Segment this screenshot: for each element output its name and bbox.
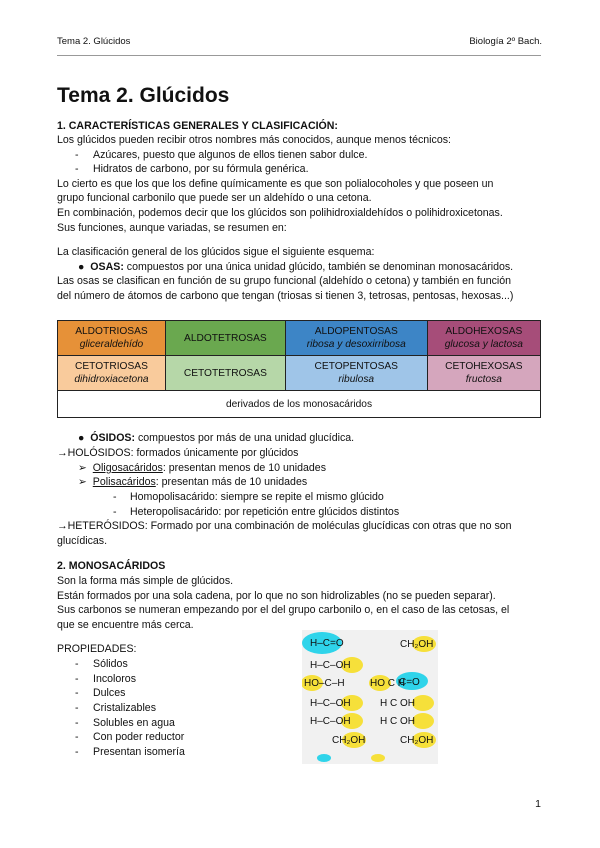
header-left: Tema 2. Glúcidos <box>57 36 131 47</box>
ket-row: H C OH <box>380 698 415 709</box>
dash-item: - Presentan isomería <box>75 746 185 758</box>
paragraph: glucídicas. <box>57 535 108 547</box>
ald-row: HO–C–H <box>304 678 345 689</box>
dash-item: - Dulces <box>75 687 126 699</box>
dash-item: - Azúcares, puesto que algunos de ellos tienen sabor dulce. <box>75 149 368 161</box>
ket-row: C=O <box>399 677 420 688</box>
header-rule <box>57 55 541 56</box>
page-title: Tema 2. Glúcidos <box>57 84 230 107</box>
section1-heading: 1. CARACTERÍSTICAS GENERALES Y CLASIFICACIÓN: <box>57 120 338 132</box>
ket-row: H C OH <box>380 716 415 727</box>
paragraph: Las osas se clasifican en función de su grupo funcional (aldehído o cetona) y también en función <box>57 275 512 287</box>
arrow-item-poli: ➢ Polisacáridos: presentan más de 10 unidades <box>78 476 308 488</box>
table-row <box>58 321 541 356</box>
table-cell-cetotriosas: CETOTRIOSAS dihidroxiacetona <box>58 356 166 391</box>
dash-item: - Hidratos de carbono, por su fórmula genérica. <box>75 163 309 175</box>
paragraph: →HETERÓSIDOS: Formado por una combinación de moléculas glucídicas con otras que no son <box>57 520 512 532</box>
paragraph: que se encuentre más cerca. <box>57 619 194 631</box>
paragraph: →HOLÓSIDOS: formados únicamente por glúcidos <box>57 447 299 459</box>
table-cell-cetohexosas: CETOHEXOSAS fructosa <box>427 356 540 391</box>
table-cell-aldopentosas: ALDOPENTOSAS ribosa y desoxirribosa <box>285 321 427 356</box>
table-row <box>58 391 541 418</box>
paragraph: Lo cierto es que los que los define químicamente es que son polialocoholes y que poseen un <box>57 178 494 190</box>
header-right: Biología 2º Bach. <box>469 36 542 47</box>
paragraph: En combinación, podemos decir que los glúcidos son polihidroxialdehídos o polihidroxicetonas. <box>57 207 503 219</box>
table-cell-cetotetrosas: CETOTETROSAS <box>165 356 285 391</box>
section2-heading: 2. MONOSACÁRIDOS <box>57 560 166 572</box>
ald-row: H–C–OH <box>310 716 351 727</box>
paragraph: Los glúcidos pueden recibir otros nombres más conocidos, aunque menos técnicos: <box>57 134 451 146</box>
table-cell-aldotetrosas: ALDOTETROSAS <box>165 321 285 356</box>
ald-row: CH₂OH <box>332 735 366 746</box>
dash-item: - Solubles en agua <box>75 717 175 729</box>
ald-row: H–C–OH <box>310 660 351 671</box>
table-cell-aldohexosas: ALDOHEXOSAS glucosa y lactosa <box>427 321 540 356</box>
paragraph: Sus funciones, aunque variadas, se resumen en: <box>57 222 287 234</box>
hydroxyl-highlight <box>412 713 434 729</box>
ald-row: H–C=O <box>310 638 344 649</box>
legend-yellow-dot <box>371 754 385 762</box>
ket-row: CH₂OH <box>400 639 434 650</box>
bullet-osas: ● OSAS: compuestos por una única unidad glúcido, también se denominan monosacáridos. <box>78 261 514 273</box>
bullet-osidos: ● ÓSIDOS: compuestos por más de una unidad glucídica. <box>78 432 355 444</box>
table-row <box>58 356 541 391</box>
dash-item: - Cristalizables <box>75 702 156 714</box>
paragraph: Están formados por una sola cadena, por lo que no son hidrolizables (no se pueden separar). <box>57 590 496 602</box>
classification-table <box>57 320 541 418</box>
paragraph: La clasificación general de los glúcidos sigue el siguiente esquema: <box>57 246 375 258</box>
properties-heading: PROPIEDADES: <box>57 643 137 655</box>
paragraph: del número de átomos de carbono que tengan (triosas si tienen 3, tetrosas, pentosas, hexosas...) <box>57 290 514 302</box>
arrow-item-oligo: ➢ Oligosacáridos: presentan menos de 10 unidades <box>78 462 326 474</box>
table-cell-cetopentosas: CETOPENTOSAS ribulosa <box>285 356 427 391</box>
dash-item: - Sólidos <box>75 658 128 670</box>
monosaccharide-structures-figure <box>302 630 438 764</box>
paragraph: Sus carbonos se numeran empezando por el del grupo carbonilo o, en el caso de las cetosas, el <box>57 604 510 616</box>
ald-row: H–C–OH <box>310 698 351 709</box>
dash-item: - Homopolisacárido: siempre se repite el mismo glúcido <box>113 491 384 503</box>
ket-row: HO C H <box>370 678 405 689</box>
paragraph: Son la forma más simple de glúcidos. <box>57 575 234 587</box>
legend-cyan-dot <box>317 754 331 762</box>
ket-row: CH₂OH <box>400 735 434 746</box>
table-cell-derivados: derivados de los monosacáridos <box>58 391 541 418</box>
dash-item: - Heteropolisacárido: por repetición entre glúcidos distintos <box>113 506 400 518</box>
page-number: 1 <box>535 798 541 810</box>
paragraph: grupo funcional carbonilo que puede ser un aldehído o una cetona. <box>57 192 372 204</box>
hydroxyl-highlight <box>412 695 434 711</box>
structures-svg <box>302 630 438 764</box>
dash-item: - Con poder reductor <box>75 731 185 743</box>
dash-item: - Incoloros <box>75 673 136 685</box>
table-cell-aldotriosas: ALDOTRIOSAS gliceraldehído <box>58 321 166 356</box>
